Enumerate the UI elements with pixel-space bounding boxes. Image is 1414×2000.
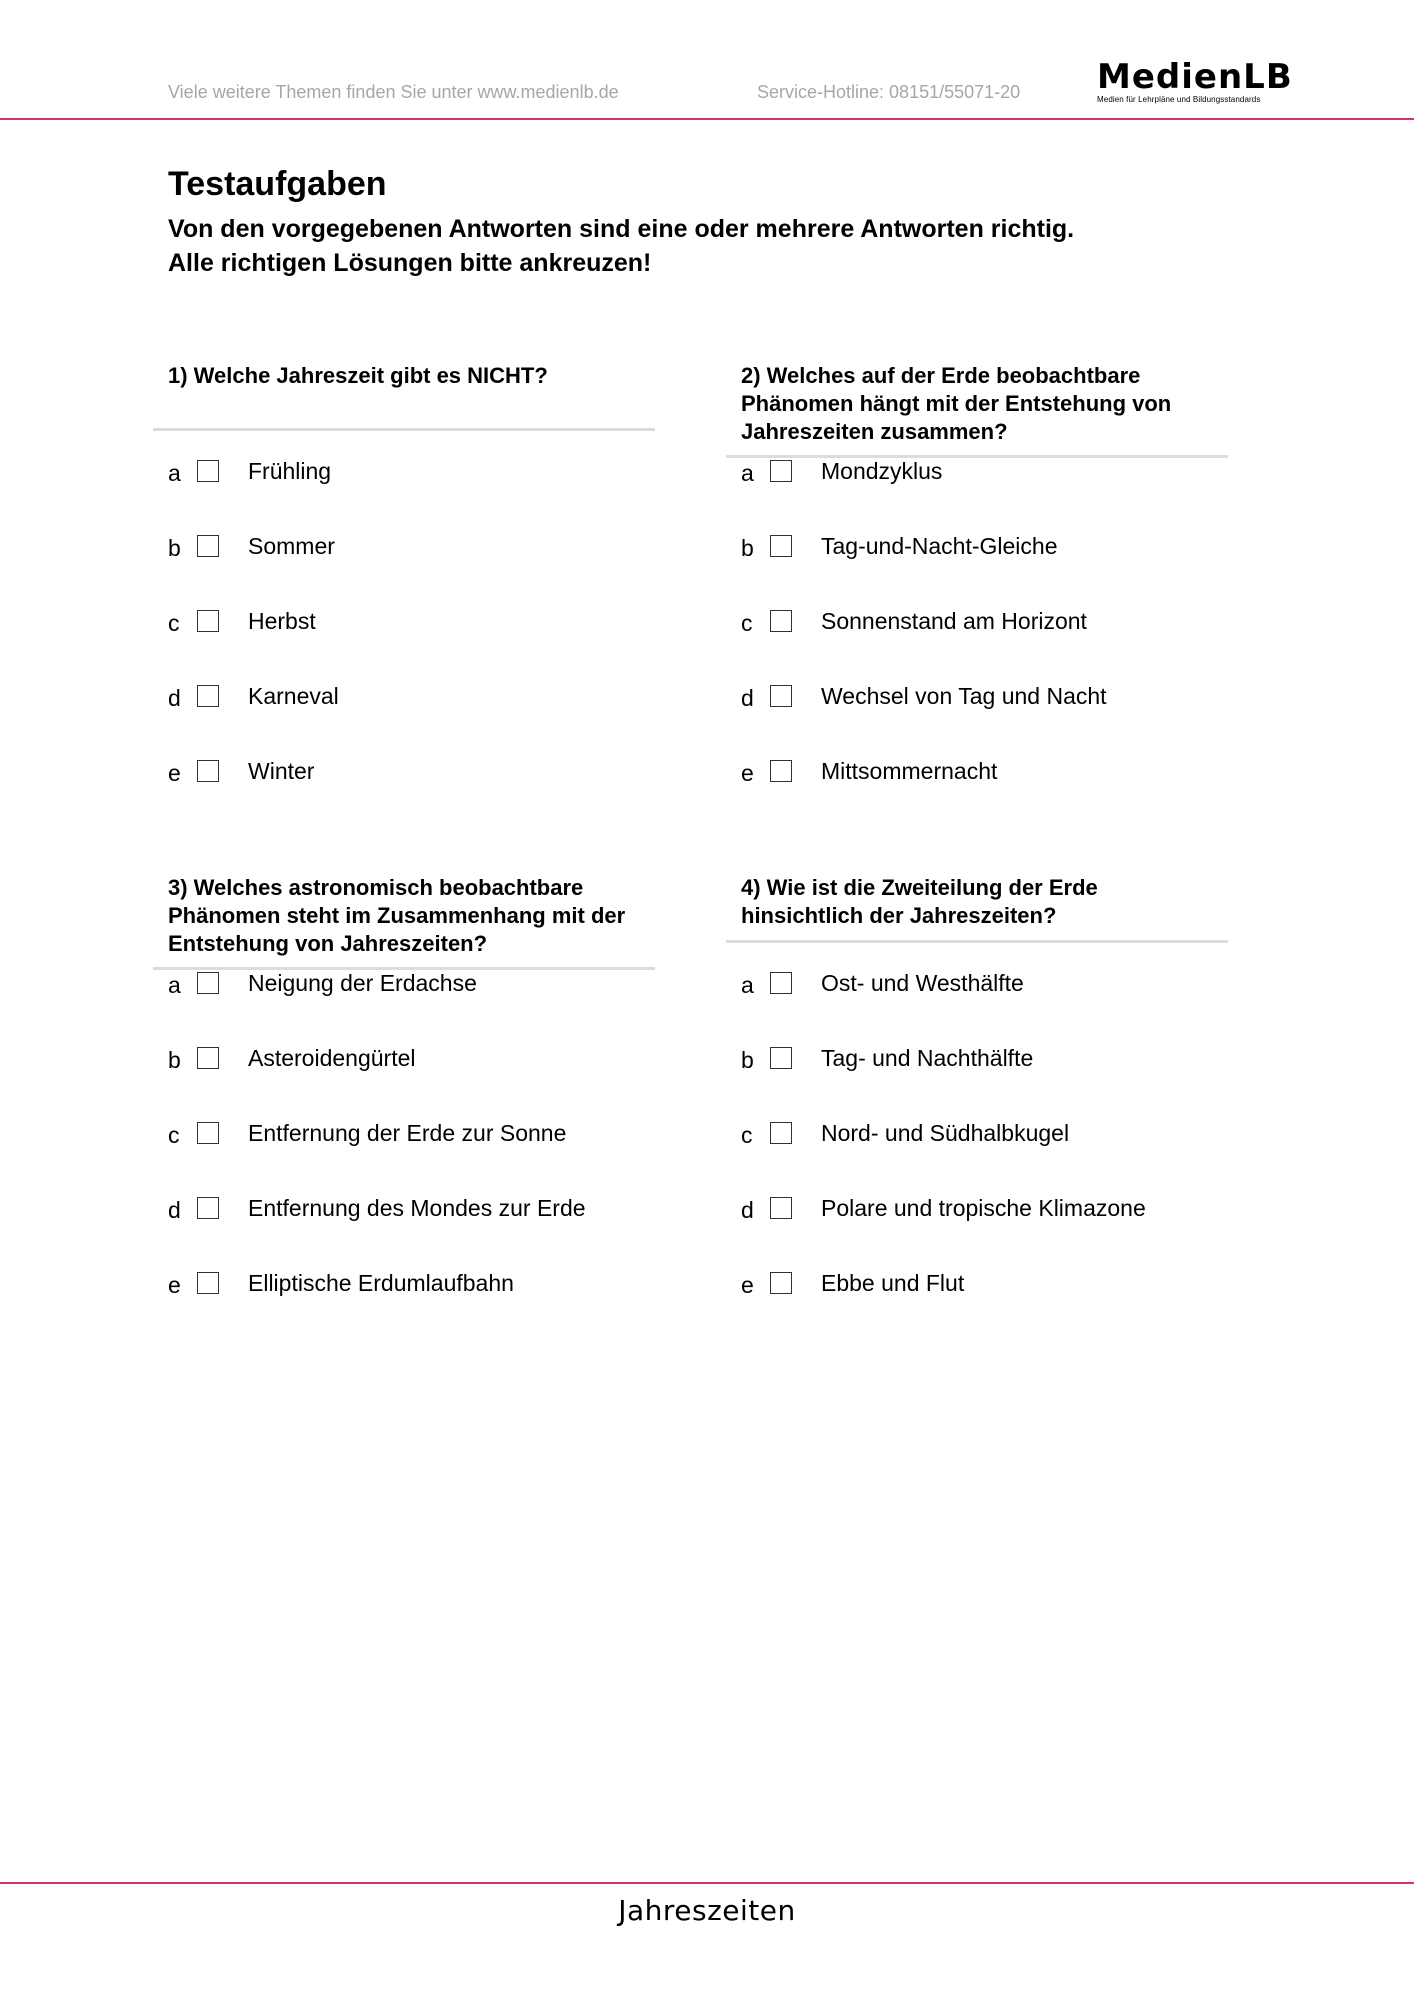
answer-checkbox[interactable] xyxy=(770,685,792,707)
question-3 xyxy=(153,874,655,1327)
option-letter: e xyxy=(741,760,754,786)
question-header xyxy=(153,362,655,431)
option-row xyxy=(153,440,655,515)
option-letter: d xyxy=(741,1197,754,1223)
option-text: Sonnenstand am Horizont xyxy=(821,608,1087,634)
option-text: Tag-und-Nacht-Gleiche xyxy=(821,533,1058,559)
answer-checkbox[interactable] xyxy=(770,460,792,482)
option-row xyxy=(726,740,1228,815)
option-letter: c xyxy=(741,610,753,636)
answer-checkbox[interactable] xyxy=(770,972,792,994)
answer-checkbox[interactable] xyxy=(197,972,219,994)
option-row xyxy=(726,1027,1228,1102)
option-letter: a xyxy=(168,972,181,998)
option-letter: c xyxy=(741,1122,753,1148)
option-text: Sommer xyxy=(248,533,335,559)
option-row xyxy=(153,740,655,815)
option-row xyxy=(153,952,655,1027)
logo-name: MedienLB xyxy=(1097,57,1293,97)
answer-checkbox[interactable] xyxy=(197,610,219,632)
answer-checkbox[interactable] xyxy=(197,460,219,482)
answer-checkbox[interactable] xyxy=(197,1272,219,1294)
option-text: Polare und tropische Klimazone xyxy=(821,1195,1146,1221)
option-row xyxy=(726,1177,1228,1252)
option-letter: c xyxy=(168,610,180,636)
instruction-line: Von den vorgegebenen Antworten sind eine oder mehrere Antworten richtig. xyxy=(168,215,1075,243)
answer-checkbox[interactable] xyxy=(197,1122,219,1144)
question-text: 1) Welche Jahreszeit gibt es NICHT? xyxy=(168,363,548,388)
option-letter: e xyxy=(168,760,181,786)
option-letter: b xyxy=(168,1047,181,1073)
option-row xyxy=(153,1102,655,1177)
option-row xyxy=(153,1177,655,1252)
option-row xyxy=(153,515,655,590)
page-title: Testaufgaben xyxy=(168,165,387,203)
option-text: Frühling xyxy=(248,458,332,484)
option-letter: e xyxy=(741,1272,754,1298)
answer-checkbox[interactable] xyxy=(197,1047,219,1069)
medienlb-logo xyxy=(1097,57,1297,104)
option-text: Elliptische Erdumlaufbahn xyxy=(248,1270,514,1296)
option-letter: d xyxy=(168,685,181,711)
header-website-text: Viele weitere Themen finden Sie unter www.medienlb.de xyxy=(168,82,619,102)
question-text: 4) Wie ist die Zweiteilung der Erde hinsichtlich der Jahreszeiten? xyxy=(741,875,1098,928)
instructions xyxy=(168,212,1074,280)
option-text: Karneval xyxy=(248,683,339,709)
option-letter: b xyxy=(168,535,181,561)
question-1 xyxy=(153,362,655,815)
option-row xyxy=(153,1252,655,1327)
option-row xyxy=(153,590,655,665)
answer-checkbox[interactable] xyxy=(770,760,792,782)
footer-topic: Jahreszeiten xyxy=(618,1894,796,1927)
option-letter: d xyxy=(741,685,754,711)
option-text: Neigung der Erdachse xyxy=(248,970,477,996)
option-letter: a xyxy=(741,460,754,486)
option-row xyxy=(726,665,1228,740)
answer-checkbox[interactable] xyxy=(770,1122,792,1144)
option-text: Ost- und Westhälfte xyxy=(821,970,1024,996)
header-hotline-text: Service-Hotline: 08151/55071-20 xyxy=(757,82,1021,102)
question-4 xyxy=(726,874,1228,1327)
answer-checkbox[interactable] xyxy=(770,1047,792,1069)
option-row xyxy=(726,1252,1228,1327)
footer-divider xyxy=(0,1882,1414,1884)
answer-checkbox[interactable] xyxy=(770,535,792,557)
option-row xyxy=(726,952,1228,1027)
question-2 xyxy=(726,362,1228,815)
option-row xyxy=(153,665,655,740)
answer-checkbox[interactable] xyxy=(197,1197,219,1219)
option-row xyxy=(726,590,1228,665)
logo-tagline: Medien für Lehrpläne und Bildungsstandards xyxy=(1097,95,1261,104)
option-text: Tag- und Nachthälfte xyxy=(821,1045,1034,1071)
option-text: Herbst xyxy=(248,608,316,634)
answer-checkbox[interactable] xyxy=(197,535,219,557)
option-text: Winter xyxy=(248,758,315,784)
option-letter: b xyxy=(741,535,754,561)
header-divider xyxy=(0,118,1414,120)
answer-checkbox[interactable] xyxy=(770,610,792,632)
question-text: 2) Welches auf der Erde beobachtbare Phänomen hängt mit der Entstehung von Jahreszeiten zusammen? xyxy=(741,363,1172,444)
instruction-line: Alle richtigen Lösungen bitte ankreuzen! xyxy=(168,249,652,277)
answer-checkbox[interactable] xyxy=(197,760,219,782)
option-text: Wechsel von Tag und Nacht xyxy=(821,683,1107,709)
option-text: Ebbe und Flut xyxy=(821,1270,965,1296)
option-text: Entfernung der Erde zur Sonne xyxy=(248,1120,567,1146)
question-header xyxy=(726,874,1228,943)
option-letter: b xyxy=(741,1047,754,1073)
option-letter: a xyxy=(168,460,181,486)
option-text: Entfernung des Mondes zur Erde xyxy=(248,1195,586,1221)
option-letter: c xyxy=(168,1122,180,1148)
option-letter: d xyxy=(168,1197,181,1223)
option-row xyxy=(726,440,1228,515)
option-text: Asteroidengürtel xyxy=(248,1045,416,1071)
answer-checkbox[interactable] xyxy=(197,685,219,707)
option-text: Mondzyklus xyxy=(821,458,943,484)
option-letter: e xyxy=(168,1272,181,1298)
option-letter: a xyxy=(741,972,754,998)
option-text: Mittsommernacht xyxy=(821,758,998,784)
option-row xyxy=(153,1027,655,1102)
answer-checkbox[interactable] xyxy=(770,1197,792,1219)
question-text: 3) Welches astronomisch beobachtbare Phänomen steht im Zusammenhang mit der Entstehung von Jahreszeiten? xyxy=(168,875,626,956)
option-row xyxy=(726,515,1228,590)
option-row xyxy=(726,1102,1228,1177)
answer-checkbox[interactable] xyxy=(770,1272,792,1294)
option-text: Nord- und Südhalbkugel xyxy=(821,1120,1070,1146)
